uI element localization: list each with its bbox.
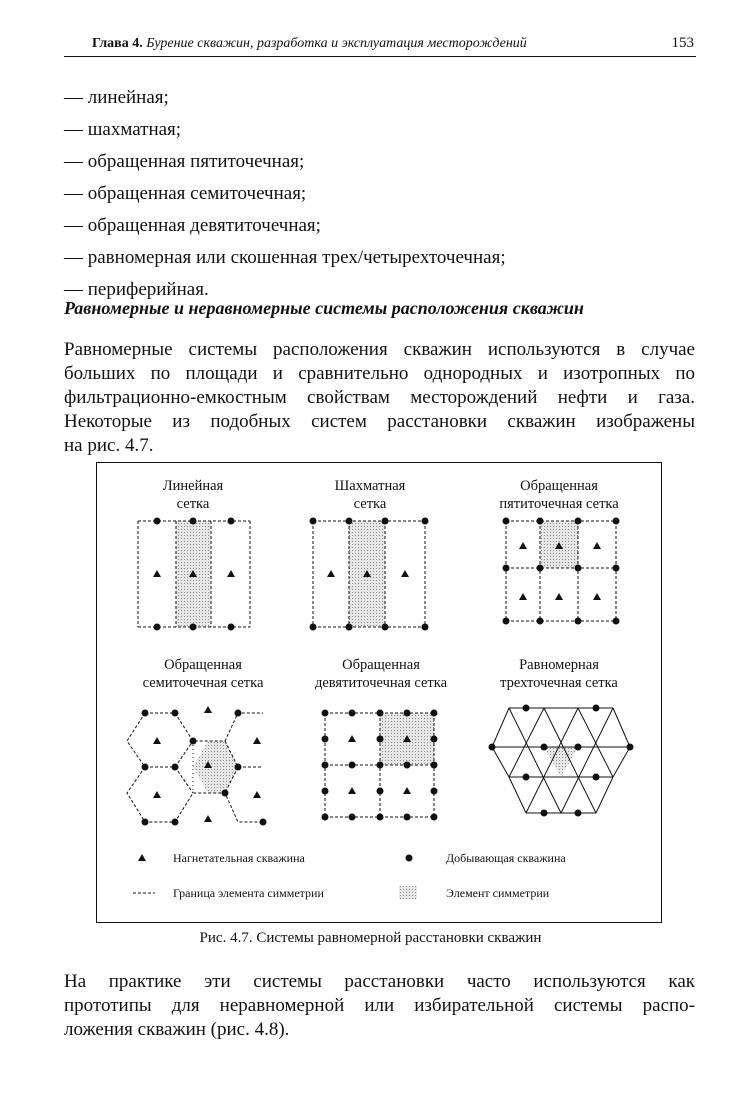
section-subheading: Равномерные и неравномерные системы расположения скважин bbox=[64, 298, 584, 318]
paragraph-line: фильтрационно-емкостным свойствам месторождений нефти и газа. bbox=[64, 387, 695, 408]
symmetry-element bbox=[193, 741, 238, 793]
panel-title-nine-spot-1: Обращенная bbox=[342, 657, 420, 673]
panel-title-seven-spot-2: семиточечная сетка bbox=[142, 675, 264, 691]
panel-title-five-spot-1: Обращенная bbox=[520, 478, 598, 494]
paragraph-line: На практике эти системы расстановки часто используются как bbox=[64, 971, 695, 992]
running-header bbox=[64, 34, 696, 57]
list-item: — обращенная пятиточечная; bbox=[64, 151, 305, 172]
panel-linear-grid bbox=[138, 518, 250, 631]
paragraph-line: прототипы для неравномерной или избирательной системы распо- bbox=[64, 995, 695, 1016]
list-item: — равномерная или скошенная трех/четырехточечная; bbox=[64, 247, 506, 268]
figure-box bbox=[96, 462, 662, 923]
paragraph-line: больших по площади и сравнительно однородных и изотропных по bbox=[64, 363, 695, 384]
panel-title-linear-2: сетка bbox=[176, 496, 210, 512]
panel-five-spot-grid bbox=[503, 518, 620, 625]
figure-diagram bbox=[97, 463, 663, 924]
system-list bbox=[64, 82, 506, 306]
legend-injection-label: Нагнетательная скважина bbox=[173, 851, 305, 865]
panel-title-three-spot-1: Равномерная bbox=[519, 657, 599, 673]
panel-title-linear-1: Линейная bbox=[162, 478, 224, 494]
list-item: — обращенная девятиточечная; bbox=[64, 215, 321, 236]
header-chapter: Глава 4. bbox=[92, 36, 143, 51]
panel-three-spot-grid bbox=[489, 705, 634, 817]
paragraph-line: Некоторые из подобных систем расстановки скважин изображены bbox=[64, 411, 695, 432]
symmetry-element bbox=[544, 747, 578, 777]
list-item: — линейная; bbox=[64, 87, 169, 108]
legend-element-label: Элемент симметрии bbox=[446, 886, 550, 900]
list-item: — обращенная семиточечная; bbox=[64, 183, 307, 204]
legend-injection-icon bbox=[138, 854, 146, 861]
panel-title-seven-spot-1: Обращенная bbox=[164, 657, 242, 673]
legend-production-icon bbox=[406, 855, 413, 862]
header-left bbox=[92, 36, 527, 52]
page-number: 153 bbox=[671, 35, 694, 51]
panel-title-nine-spot-2: девятиточечная сетка bbox=[314, 675, 448, 691]
header-title: Бурение скважин, разработка и эксплуатация месторождений bbox=[146, 36, 527, 51]
legend-production-label: Добывающая скважина bbox=[446, 851, 566, 865]
panel-title-staggered-1: Шахматная bbox=[334, 478, 406, 494]
panel-title-staggered-2: сетка bbox=[353, 496, 387, 512]
paragraph-line: ложения скважин (рис. 4.8). bbox=[64, 1019, 290, 1040]
list-item: — шахматная; bbox=[64, 119, 182, 140]
panel-seven-spot-grid bbox=[127, 706, 267, 826]
paragraph-line: на рис. 4.7. bbox=[64, 435, 154, 456]
panel-title-five-spot-2: пятиточечная сетка bbox=[499, 496, 619, 512]
legend-element-icon bbox=[399, 886, 417, 899]
injection-wells bbox=[153, 706, 261, 822]
figure-legend bbox=[133, 851, 566, 900]
panel-staggered-grid bbox=[310, 518, 429, 631]
paragraph-line: Равномерные системы расположения скважин используются в случае bbox=[64, 339, 695, 360]
panel-nine-spot-grid bbox=[322, 710, 438, 821]
legend-boundary-label: Граница элемента симметрии bbox=[173, 886, 324, 900]
figure-caption: Рис. 4.7. Системы равномерной расстановки скважин bbox=[199, 930, 542, 946]
list-item: — периферийная. bbox=[64, 279, 209, 300]
panel-title-three-spot-2: трехточечная сетка bbox=[500, 675, 618, 691]
